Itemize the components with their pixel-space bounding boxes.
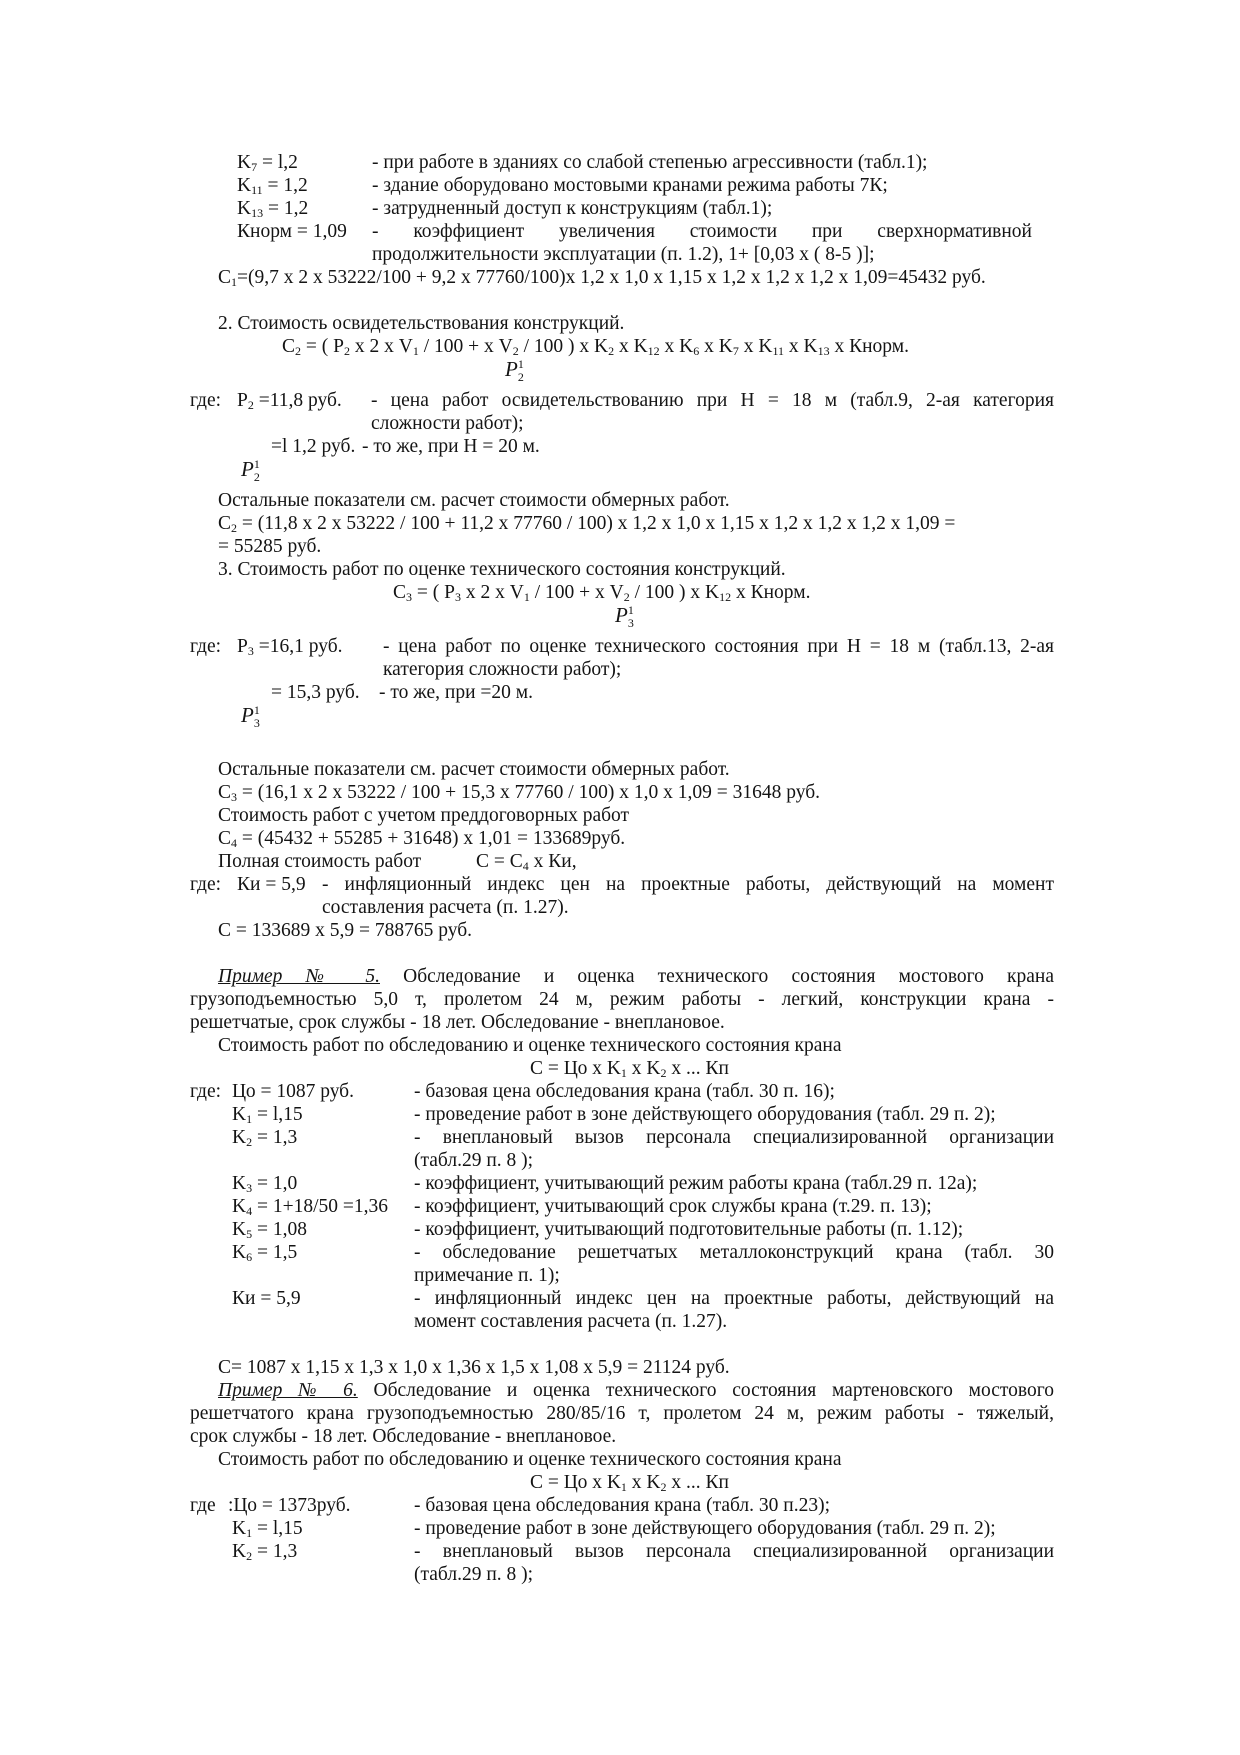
ex5-row-1-key: $K_1 = l,15$: [232, 1104, 303, 1126]
p3-1-symbol: $P^1_3$: [615, 603, 634, 630]
section-3-heading: 3. Стоимость работ по оценке технического состояния конструкций.: [218, 559, 786, 580]
full-cost-formula: $С = C_4$ х Ки,: [476, 851, 577, 873]
ki-value: Ки = 5,9: [237, 874, 306, 895]
ex6-where: где: [190, 1495, 216, 1516]
example-6-cost-heading: Стоимость работ по обследованию и оценке технического состояния крана: [218, 1449, 842, 1470]
p2-desc: - цена работ освидетельствованию при Н = 18 м (табл.9, 2-ая категория: [371, 390, 1054, 411]
ki-desc-cont: составления расчета (п. 1.27).: [322, 897, 569, 918]
c1-formula: $C_1=(9,7$ х 2 х 53222/100 + 9,2 х 77760/100)х 1,2 х 1,0 х 1,15 х 1,2 х 1,2 х 1,2 х 1,09=45432 руб.: [218, 267, 986, 289]
example-5-cost-heading: Стоимость работ по обследованию и оценке технического состояния крана: [218, 1035, 842, 1056]
where-label-ki: где:: [190, 874, 222, 895]
ex6-row-2-desc: - внеплановый вызов персонала специализированной организации: [414, 1541, 1054, 1562]
p3-desc-cont: категория сложности работ);: [383, 659, 622, 680]
example-5-intro: Пример № 5. Обследование и оценка технического состояния мостового крана: [218, 966, 1055, 987]
ex5-row-5-key: $K_5 = 1,08$: [232, 1219, 307, 1241]
ex5-row-3-desc: - коэффициент, учитывающий режим работы крана (табл.29 п. 12а);: [414, 1173, 978, 1194]
ex5-row-2-key: $K_2 = 1,3$: [232, 1127, 298, 1149]
p3-1-desc: - то же, при =20 м.: [379, 682, 533, 703]
ex5-row-3-key: $K_3 = 1,0$: [232, 1173, 298, 1195]
p3-1-value: = 15,3 руб.: [271, 682, 360, 703]
p2-1-desc: - то же, при Н = 20 м.: [362, 436, 540, 457]
where-label: где:: [190, 390, 222, 411]
ki-desc: - инфляционный индекс цен на проектные работы, действующий на момент: [322, 874, 1054, 895]
ex6-row-1-desc: - проведение работ в зоне действующего оборудования (табл. 29 п. 2);: [414, 1518, 996, 1539]
ex5-row-4-desc: - коэффициент, учитывающий срок службы крана (т.29. п. 13);: [414, 1196, 932, 1217]
ex5-row-0-key: Цо = 1087 руб.: [232, 1081, 354, 1102]
ex5-where: где:: [190, 1081, 222, 1102]
coef-k13-desc: - затрудненный доступ к конструкциям (табл.1);: [372, 198, 773, 219]
example-6-intro-3: срок службы - 18 лет. Обследование - внеплановое.: [190, 1426, 617, 1447]
coef-k11-desc: - здание оборудовано мостовыми кранами режима работы 7К;: [372, 175, 888, 196]
s2-rest-note: Остальные показатели см. расчет стоимости обмерных работ.: [218, 490, 730, 511]
ex6-row-1-key: $K_1 = l,15$: [232, 1518, 303, 1540]
coef-knorm-desc: - коэффициент увеличения стоимости при сверхнормативной: [372, 221, 1032, 242]
p2-desc-cont: сложности работ);: [371, 413, 524, 434]
ex5-row-0-desc: - базовая цена обследования крана (табл. 30 п. 16);: [414, 1081, 835, 1102]
ex6-row-0-desc: - базовая цена обследования крана (табл. 30 п.23);: [414, 1495, 831, 1516]
example-5-result: С= 1087 х 1,15 х 1,3 х 1,0 х 1,36 х 1,5 х 1,08 х 5,9 = 21124 руб.: [218, 1357, 730, 1378]
ex5-row-2-desc: - внеплановый вызов персонала специализированной организации: [414, 1127, 1054, 1148]
where-label-3: где:: [190, 636, 222, 657]
coef-k7-desc: - при работе в зданиях со слабой степенью агрессивности (табл.1);: [372, 152, 928, 173]
c4-result: $C_4 = (45432 + 55285 + 31648)$ х 1,01 = 133689руб.: [218, 828, 626, 850]
p2-1-value: =l 1,2 руб.: [271, 436, 356, 457]
p2-value: $P_2 =11,8$ руб.: [237, 390, 342, 412]
ex6-row-2-desc-cont: (табл.29 п. 8 );: [414, 1564, 534, 1585]
coef-k11: $K_{11} = 1,2$: [237, 175, 308, 197]
section-2-heading: 2. Стоимость освидетельствования конструкций.: [218, 313, 625, 334]
ex5-row-7-desc-cont: момент составления расчета (п. 1.27).: [414, 1311, 728, 1332]
ex5-row-7-key: Ки = 5,9: [232, 1288, 301, 1309]
example-6-intro: Пример № 6. Обследование и оценка технического состояния мартеновского мостового: [218, 1380, 1054, 1401]
ex5-row-5-desc: - коэффициент, учитывающий подготовительные работы (п. 1.12);: [414, 1219, 964, 1240]
coef-k13: $K_{13} = 1,2$: [237, 198, 309, 220]
ex5-row-6-desc-cont: примечание п. 1);: [414, 1265, 560, 1286]
ex5-row-1-desc: - проведение работ в зоне действующего оборудования (табл. 29 п. 2);: [414, 1104, 996, 1125]
full-cost-label: Полная стоимость работ: [218, 851, 422, 872]
c2-result-line2: = 55285 руб.: [218, 536, 322, 557]
ex5-row-6-key: $K_6 = 1,5$: [232, 1242, 298, 1264]
c2-result-line1: $C_2 = (11,8$ х 2 х 53222 / 100 + 11,2 х 77760 / 100) х 1,2 х 1,0 х 1,15 х 1,2 х 1,2 х 1,2 х 1,09 =: [218, 513, 956, 535]
coef-knorm: Кнорм = 1,09: [237, 221, 347, 242]
p2-1-symbol-label: $P^1_2$: [241, 457, 260, 484]
example-6-intro-2: решетчатого крана грузоподъемностью 280/85/16 т, пролетом 24 м, режим работы - тяжелый,: [190, 1403, 1054, 1424]
pre-contract-heading: Стоимость работ с учетом преддоговорных работ: [218, 805, 630, 826]
example-5-formula: С = Цо х $K_1$ х $K_2$ х ... Кп: [530, 1058, 729, 1080]
p3-desc: - цена работ по оценке технического состояния при Н = 18 м (табл.13, 2-ая: [383, 636, 1054, 657]
coef-knorm-desc-cont: продолжительности эксплуатации (п. 1.2), 1+ [0,03 х ( 8-5 )];: [372, 244, 875, 265]
ex5-row-2-desc-cont: (табл.29 п. 8 );: [414, 1150, 534, 1171]
example-6-formula: С = Цо х $K_1$ х $K_2$ х ... Кп: [530, 1472, 729, 1494]
ex5-row-6-desc: - обследование решетчатых металлоконструкций крана (табл. 30: [414, 1242, 1054, 1263]
total-cost-result: С = 133689 х 5,9 = 788765 руб.: [218, 920, 473, 941]
p2-1-symbol: $P^1_2$: [505, 357, 524, 384]
ex5-row-7-desc: - инфляционный индекс цен на проектные работы, действующий на: [414, 1288, 1054, 1309]
ex6-row-0-key: :Цо = 1373руб.: [228, 1495, 351, 1516]
s3-rest-note: Остальные показатели см. расчет стоимости обмерных работ.: [218, 759, 730, 780]
example-6-label: Пример № 6.: [218, 1380, 358, 1401]
c3-formula: $C_3$ = ( $P_3$ х 2 х $V_1 / 100 + х$ $V_2 / 100$ ) х $K_{12}$ х Кнорм.: [393, 582, 811, 604]
c2-formula: $C_2$ = ( $P_2$ х 2 х $V_1 / 100 + х$ $V_2 / 100$ ) х $K_2$ х $K_{12}$ х $K_6$ х $K_7$ х $K_{11}$ х $K_{13}$ х Кнорм.: [282, 336, 909, 358]
p3-value: $P_3 =16,1$ руб.: [237, 636, 343, 658]
example-5-label: Пример № 5.: [218, 966, 380, 987]
coef-k7: $K_7 = l,2$: [237, 152, 298, 174]
p3-1-symbol-label: $P^1_3$: [241, 703, 260, 730]
c3-result: $C_3 = (16,1$ х 2 х 53222 / 100 + 15,3 х 77760 / 100) х 1,0 х 1,09 = 31648 руб.: [218, 782, 820, 804]
ex6-row-2-key: $K_2 = 1,3$: [232, 1541, 298, 1563]
ex5-row-4-key: $K_4 = 1+18/50 =1,36$: [232, 1196, 389, 1218]
example-5-intro-2: грузоподъемностью 5,0 т, пролетом 24 м, режим работы - легкий, конструкции крана -: [190, 989, 1054, 1010]
example-5-intro-3: решетчатые, срок службы - 18 лет. Обследование - внеплановое.: [190, 1012, 725, 1033]
